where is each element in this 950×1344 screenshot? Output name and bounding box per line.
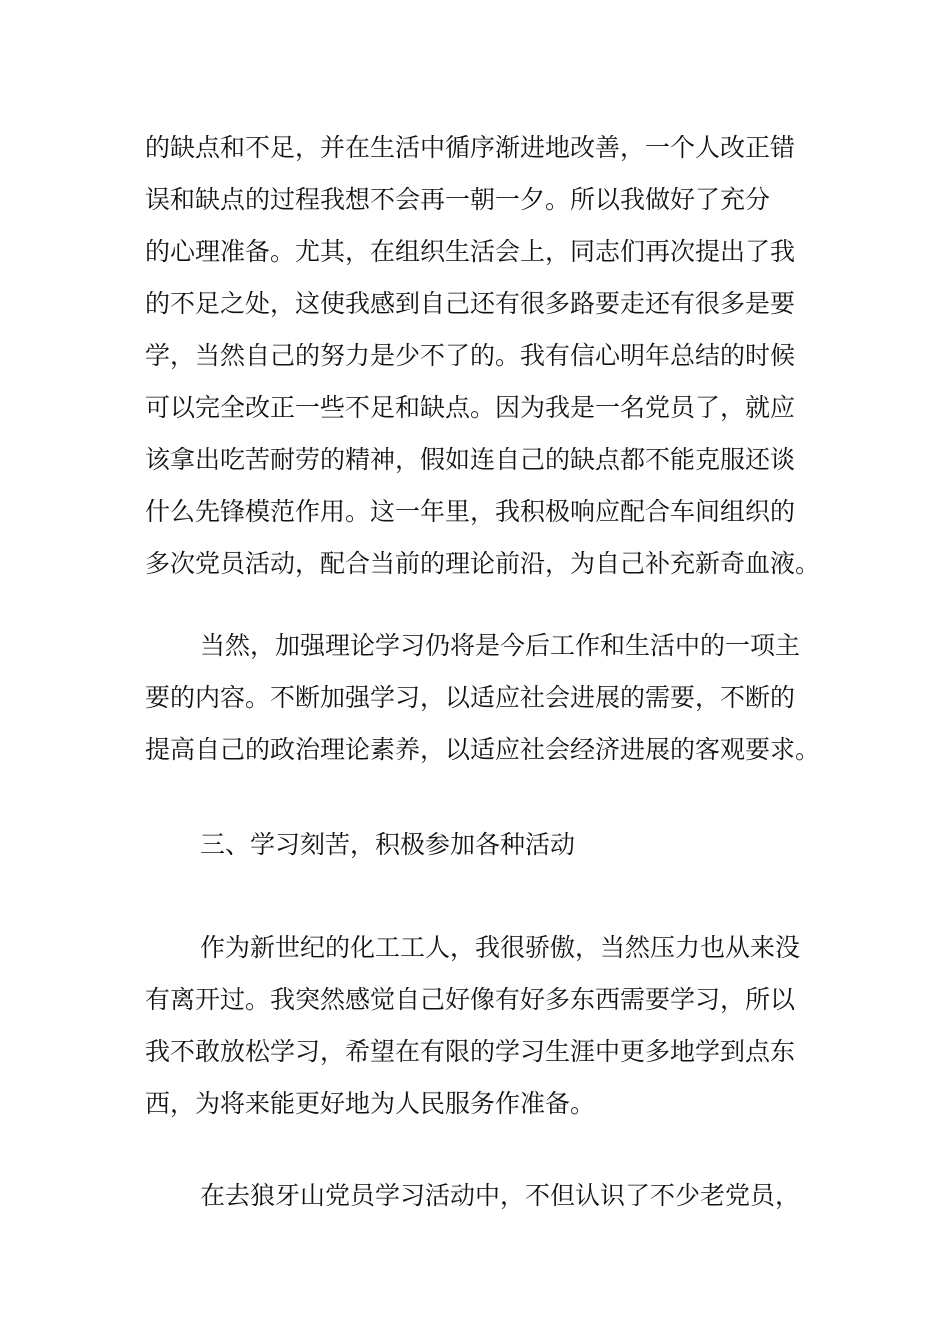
paragraph-line: 什么先锋模范作用。这一年里，我积极响应配合车间组织的 xyxy=(145,497,796,526)
heading-line: 三、学习刻苦，积极参加各种活动 xyxy=(200,830,576,859)
paragraph-line: 可以完全改正一些不足和缺点。因为我是一名党员了，就应 xyxy=(145,393,796,422)
paragraph-line: 的缺点和不足，并在生活中循序渐进地改善，一个人改正错 xyxy=(145,133,796,162)
paragraph-line: 的不足之处，这使我感到自己还有很多路要走还有很多是要 xyxy=(145,289,796,318)
paragraph-line: 作为新世纪的化工工人，我很骄傲，当然压力也从来没 xyxy=(200,933,801,962)
paragraph-line: 多次党员活动，配合当前的理论前沿，为自己补充新奇血液。 xyxy=(145,549,821,578)
paragraph-line: 当然，加强理论学习仍将是今后工作和生活中的一项主 xyxy=(200,631,801,660)
paragraph-line: 该拿出吃苦耐劳的精神，假如连自己的缺点都不能克服还谈 xyxy=(145,445,796,474)
paragraph-line: 在去狼牙山党员学习活动中，不但认识了不少老党员， xyxy=(200,1181,801,1210)
paragraph-line: 误和缺点的过程我想不会再一朝一夕。所以我做好了充分 xyxy=(145,185,771,214)
paragraph-line: 我不敢放松学习，希望在有限的学习生涯中更多地学到点东 xyxy=(145,1037,796,1066)
paragraph-line: 提高自己的政治理论素养，以适应社会经济进展的客观要求。 xyxy=(145,735,821,764)
paragraph-line: 有离开过。我突然感觉自己好像有好多东西需要学习，所以 xyxy=(145,985,796,1014)
paragraph-line: 西，为将来能更好地为人民服务作准备。 xyxy=(145,1089,596,1118)
paragraph-line: 学，当然自己的努力是少不了的。我有信心明年总结的时候 xyxy=(145,341,796,370)
paragraph-line: 要的内容。不断加强学习，以适应社会进展的需要，不断的 xyxy=(145,683,796,712)
paragraph-line: 的心理准备。尤其，在组织生活会上，同志们再次提出了我 xyxy=(145,237,796,266)
